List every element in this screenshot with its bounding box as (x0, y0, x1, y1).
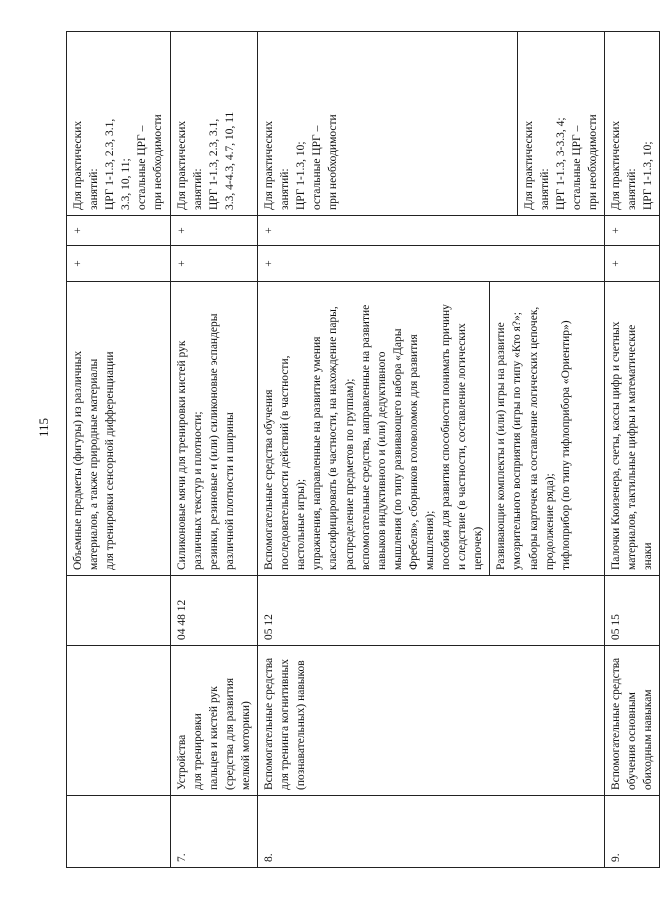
device-category-cell (604, 646, 659, 796)
equipment-line: Объемные предметы (фигуры) из различных (72, 350, 84, 570)
usage-note-line: занятий: (626, 168, 639, 210)
plus-mark-b: + (67, 216, 171, 246)
usage-note-line: остальные ЦРГ – (570, 125, 583, 210)
device-category-cell (258, 646, 605, 796)
equipment-line: мышления (по типу развивающего набора «Дары (391, 328, 404, 570)
equipment-line: резинки, резиновые и (или) силиконовые эспандеры (207, 313, 220, 570)
usage-note-line: при необходимости (152, 114, 165, 210)
usage-note-line: занятий: (191, 168, 204, 210)
plus-mark-a: + (67, 246, 171, 282)
usage-note-line: остальные ЦРГ – (311, 125, 324, 210)
plus-mark-b: + (170, 216, 257, 246)
usage-note-line: Для практических (263, 120, 276, 210)
usage-note-line: занятий: (538, 168, 551, 210)
table-row (170, 32, 257, 868)
plus-mark-b: + (604, 216, 659, 246)
usage-note-line: Для практических (175, 120, 188, 210)
equipment-list-cell (67, 282, 171, 576)
usage-note-line: при необходимости (327, 114, 340, 210)
equipment-line: наборы карточек на составление логических цепочек, (527, 306, 540, 570)
equipment-line: упражнения, направленные на развитие умения (311, 336, 324, 570)
usage-note-line: ЦРГ 1-1.3, 2.3, 3.1, (207, 118, 220, 210)
device-category-line: (средства для развития (223, 677, 236, 790)
usage-note-line: ЦРГ 1-1.3, 10; (295, 141, 308, 210)
equipment-line: настольные игры); (295, 478, 308, 570)
device-category-line: Устройства (175, 734, 188, 790)
equipment-line: продолжение ряда); (543, 473, 556, 570)
equipment-line: Силиконовые мячи для тренировки кистей рук (175, 340, 188, 570)
device-category-line: пальцев и кистей рук (207, 686, 220, 790)
cell-divider (489, 282, 490, 575)
equipment-line: цепочек) (472, 526, 485, 570)
equipment-line: для тренировки сенсорной дифференциации (104, 351, 117, 570)
equipment-line: распределение предметов по группам); (343, 378, 356, 570)
equipment-line: классифицировать (в частности, на нахождение пары, (327, 306, 340, 570)
equipment-line: Фребеля», сборников головоломок для развития (407, 334, 420, 570)
classification-code: 04 48 12 (170, 576, 257, 646)
plus-mark-a: + (258, 246, 605, 282)
equipment-line: и следствие (в частности, составление логических (456, 323, 469, 570)
equipment-list-cell (170, 282, 257, 576)
device-category-cell (170, 646, 257, 796)
device-category-cell (67, 646, 171, 796)
equipment-line: Вспомогательные средства обучения (263, 389, 276, 570)
equipment-line: умозрительного восприятия (игры по типу «Кто я?»; (511, 312, 524, 570)
device-category-line: обучения основным (626, 692, 639, 790)
device-category-line: (познавательных) навыков (295, 660, 308, 790)
row-number: 7. (170, 796, 257, 868)
usage-note-cell (604, 32, 659, 216)
device-category-line: мелкой моторики) (239, 701, 252, 790)
usage-note-line: 3.3, 10, 11; (120, 158, 133, 210)
usage-note-line: ЦРГ 1-1.3, 10; (642, 141, 655, 210)
equipment-line: материалов, а также природные материалы (88, 358, 101, 570)
equipment-line: навыков индуктивного и (или) дедуктивного (375, 351, 388, 570)
table-row (67, 32, 171, 868)
usage-note-line: Для практических (609, 120, 622, 210)
row-number (67, 796, 171, 868)
usage-note-line: ЦРГ 1-1.3, 2.3, 3.1, (104, 118, 117, 210)
equipment-line: пособия для развития способности понимать причину (440, 304, 453, 570)
equipment-table (66, 31, 660, 868)
equipment-list-cell (604, 282, 659, 576)
usage-note-line: Для практических (72, 120, 84, 210)
classification-code (67, 576, 171, 646)
usage-note-line: при необходимости (586, 114, 599, 210)
equipment-line: мышления); (423, 510, 436, 570)
equipment-line: тифлоприбор (по типу тифлоприбора «Ориентир») (559, 320, 572, 570)
device-category-line: обиходным навыкам (642, 689, 655, 790)
page-number: 115 (36, 417, 51, 437)
equipment-list-cell (258, 282, 605, 576)
equipment-line: знаки (642, 542, 655, 570)
device-category-line: для тренировки (191, 713, 204, 790)
usage-note-cell (258, 32, 605, 216)
equipment-line: последовательности действий (в частности, (279, 355, 292, 570)
row-number: 8. (258, 796, 605, 868)
usage-note-cell (170, 32, 257, 216)
equipment-line: Развивающие комплекты и (или) игры на развитие (495, 322, 508, 570)
classification-code: 05 15 (604, 576, 659, 646)
cell-divider (517, 32, 518, 215)
row-number: 9. (604, 796, 659, 868)
usage-note-line: ЦРГ 1-1.3, 3-3.3, 4; (554, 117, 567, 210)
usage-note-line: остальные ЦРГ – (136, 125, 149, 210)
plus-mark-a: + (170, 246, 257, 282)
table-row (258, 32, 605, 868)
equipment-line: различных текстур и плотности; (191, 411, 204, 570)
usage-note-line: занятий: (279, 168, 292, 210)
equipment-line: различной плотности и ширины (223, 412, 236, 570)
usage-note-line: Для практических (522, 120, 535, 210)
device-category-line: для тренинга когнитивных (279, 659, 292, 790)
device-category-line: Вспомогательные средства (263, 657, 276, 790)
classification-code: 05 12 (258, 576, 605, 646)
plus-mark-b: + (258, 216, 605, 246)
usage-note-cell (67, 32, 171, 216)
equipment-line: Палочки Кюизенера, счеты, кассы цифр и счетных (609, 321, 622, 570)
equipment-line: вспомогательные средства, направленные на развитие (359, 304, 372, 570)
rotated-table-page (66, 32, 655, 868)
table-row (604, 32, 659, 868)
equipment-line: материалов, тактильные цифры и математические (626, 324, 639, 570)
usage-note-line: 3.3, 4-4.3, 4.7, 10, 11 (223, 111, 236, 210)
device-category-line: Вспомогательные средства (609, 657, 622, 790)
usage-note-line: занятий: (88, 168, 101, 210)
plus-mark-a: + (604, 246, 659, 282)
